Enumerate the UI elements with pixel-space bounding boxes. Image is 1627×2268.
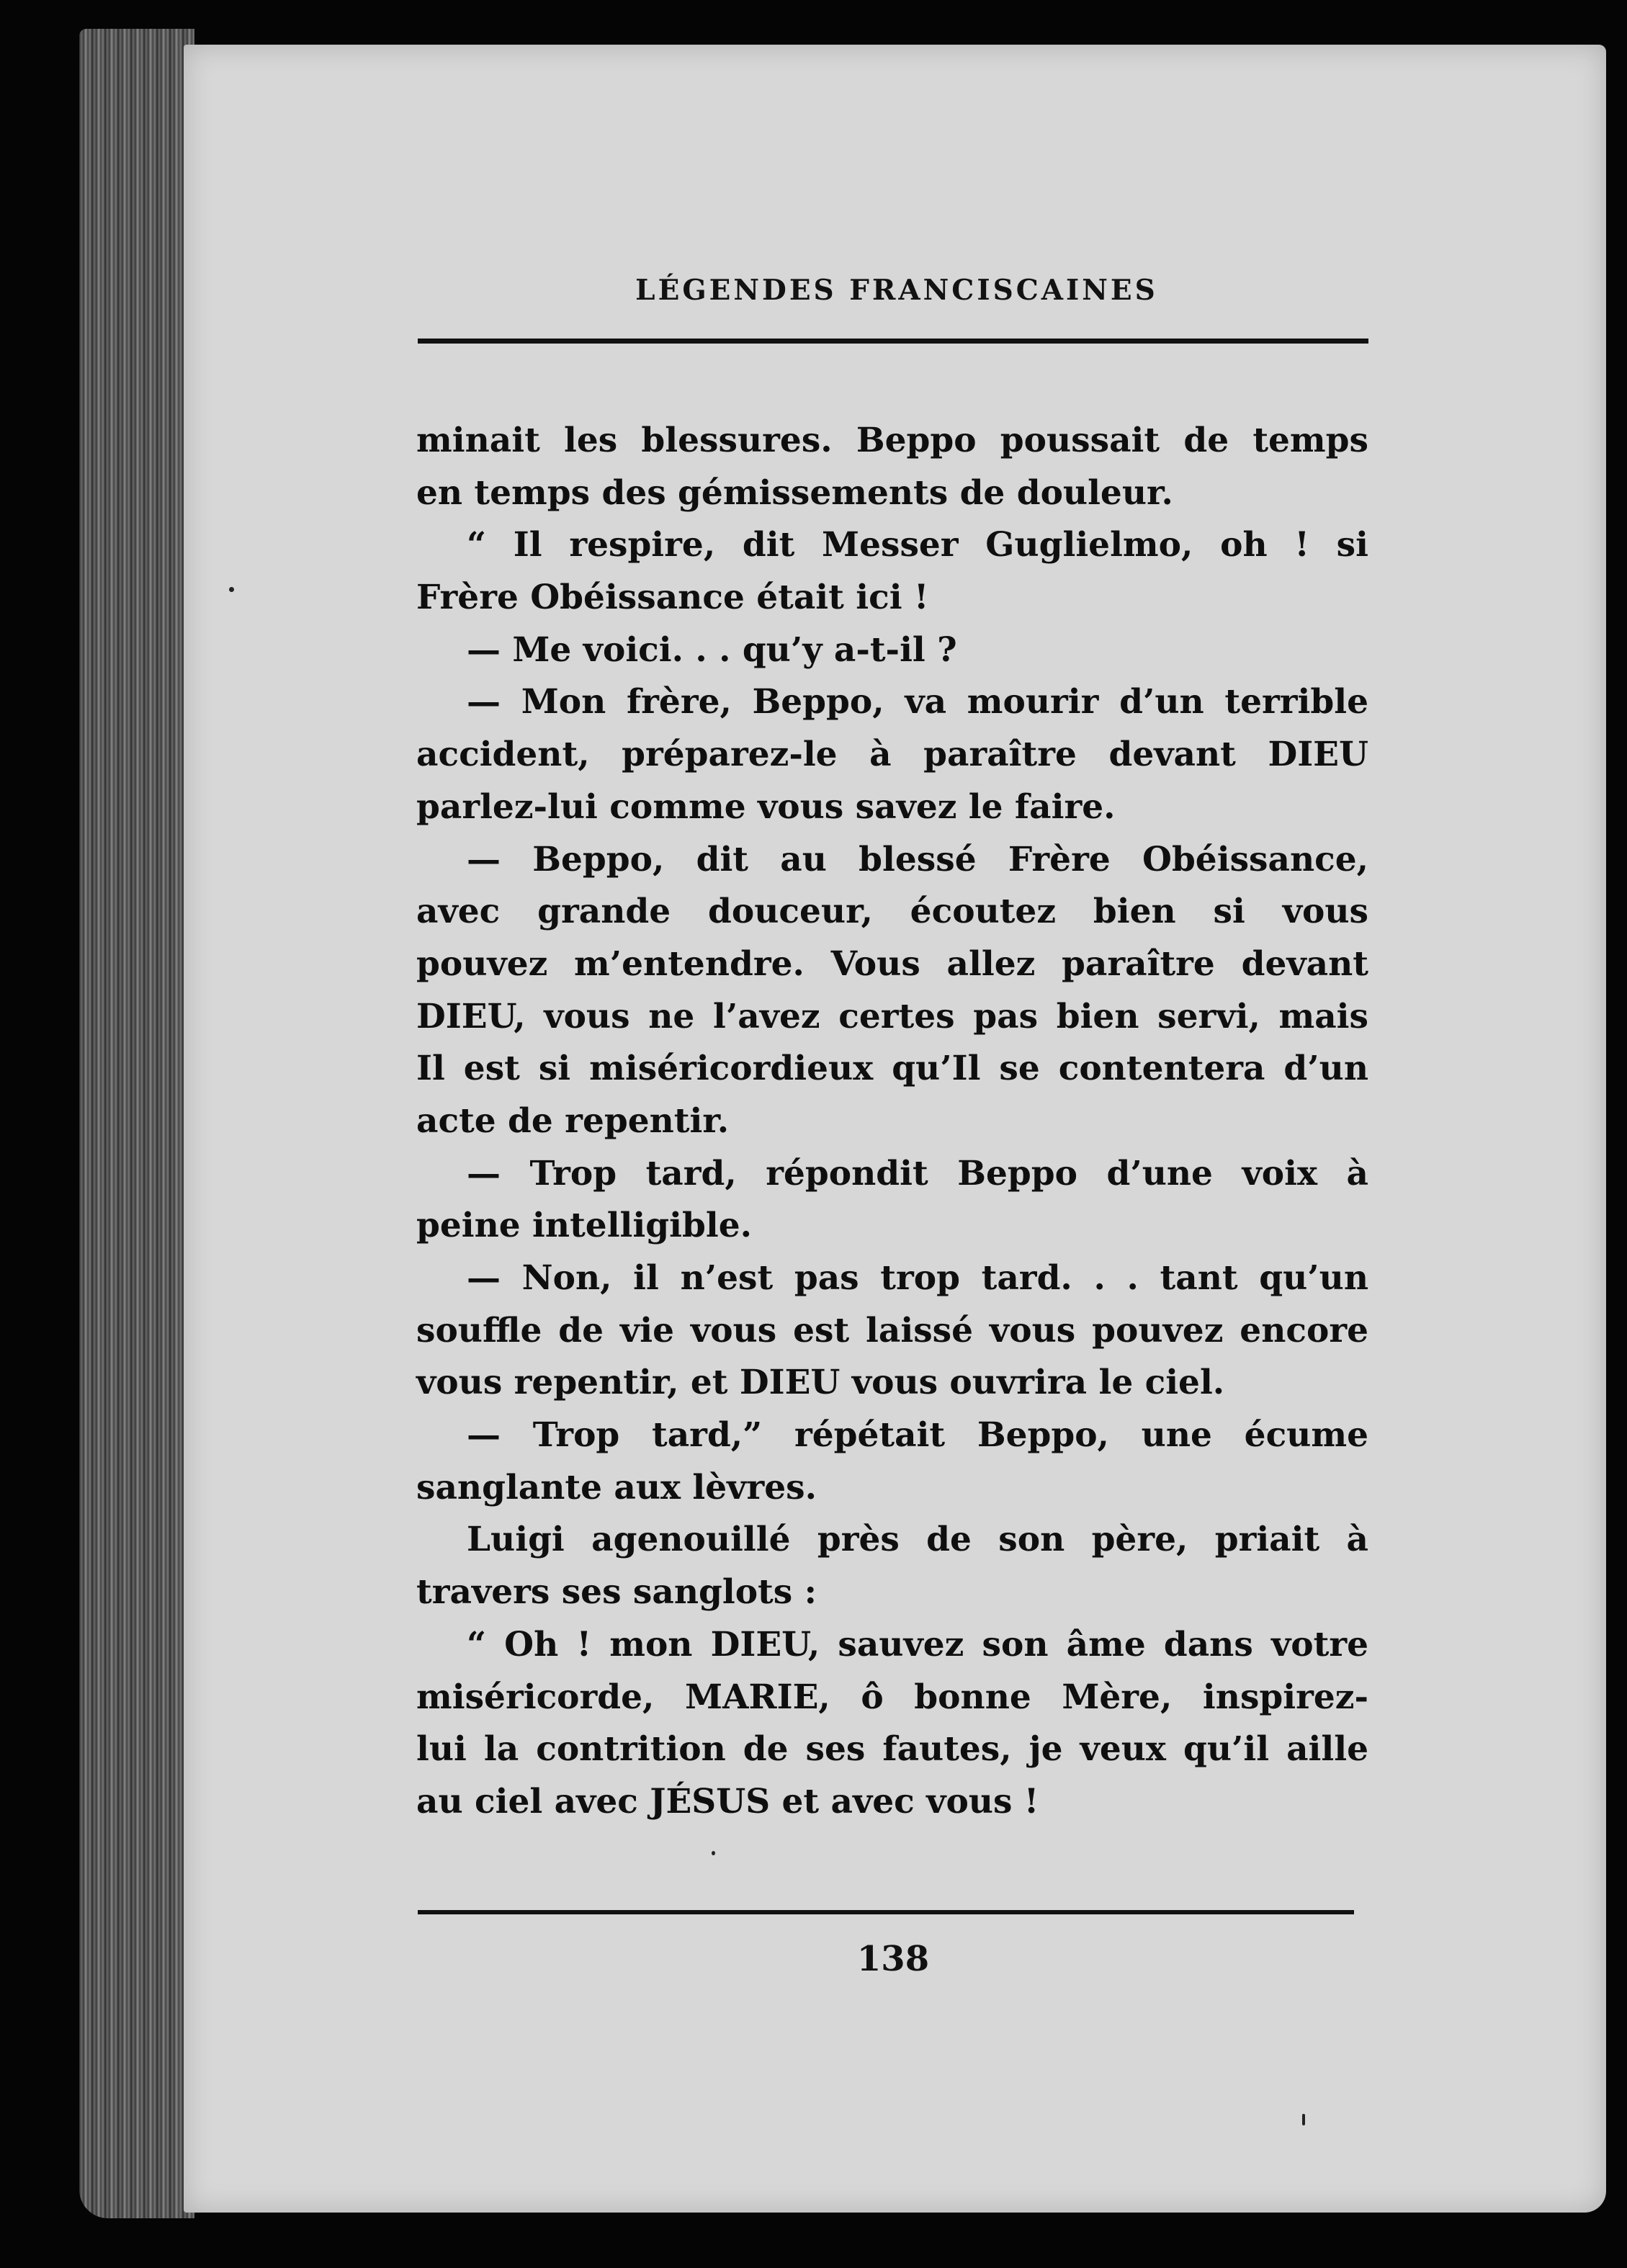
text-line: DIEU, vous ne l’avez certes pas bien servi, mais	[416, 996, 1368, 1036]
text-line: Il est si miséricordieux qu’Il se contentera d’un	[416, 1049, 1368, 1089]
text-line: vous repentir, et DIEU vous ouvrira le ciel.	[416, 1363, 1225, 1403]
text-line: sanglante aux lèvres.	[416, 1467, 817, 1507]
footer-rule	[418, 1910, 1354, 1914]
text-line: au ciel avec JÉSUS et avec vous !	[416, 1781, 1039, 1821]
text-line: acte de repentir.	[416, 1101, 730, 1141]
text-line: parlez-lui comme vous savez le faire.	[416, 786, 1116, 827]
text-line: — Non, il n’est pas trop tard. . . tant qu’un	[467, 1258, 1368, 1298]
text-line: — Mon frère, Beppo, va mourir d’un terrible	[467, 682, 1368, 722]
text-line: — Beppo, dit au blessé Frère Obéissance,	[467, 839, 1368, 879]
scan-speck	[1302, 2114, 1305, 2125]
running-title: LÉGENDES FRANCISCAINES	[635, 274, 1158, 307]
text-line: — Trop tard, répondit Beppo d’une voix à	[467, 1153, 1368, 1193]
text-line: pouvez m’entendre. Vous allez paraître devant	[416, 943, 1368, 984]
text-line: en temps des gémissements de douleur.	[416, 472, 1173, 513]
header-rule	[418, 339, 1368, 344]
text-line: accident, préparez-le à paraître devant DIEU	[416, 735, 1368, 775]
body-text	[416, 415, 1368, 1829]
text-line: souffle de vie vous est laissé vous pouvez encore	[416, 1310, 1368, 1350]
text-line: avec grande douceur, écoutez bien si vous	[416, 892, 1368, 932]
text-line: lui la contrition de ses fautes, je veux qu’il aille	[416, 1729, 1368, 1770]
text-line: — Trop tard,” répétait Beppo, une écume	[467, 1415, 1368, 1456]
scan-speck	[229, 587, 234, 592]
page-number: 138	[856, 1939, 930, 1979]
text-line: travers ses sanglots :	[416, 1572, 817, 1613]
book-page-edges	[79, 29, 194, 2218]
text-line: peine intelligible.	[416, 1206, 752, 1246]
text-line: “ Il respire, dit Messer Guglielmo, oh ! si	[467, 525, 1368, 565]
scan-speck	[712, 1851, 715, 1855]
text-line: Luigi agenouillé près de son père, priait à	[467, 1520, 1368, 1560]
text-line: miséricorde, MARIE, ô bonne Mère, inspirez-	[416, 1677, 1368, 1717]
text-line: “ Oh ! mon DIEU, sauvez son âme dans votre	[467, 1624, 1368, 1664]
text-line: Frère Obéissance était ici !	[416, 578, 929, 618]
text-line: minait les blessures. Beppo poussait de temps	[416, 421, 1368, 460]
text-line: — Me voici. . . qu’y a-t-il ?	[467, 629, 957, 670]
